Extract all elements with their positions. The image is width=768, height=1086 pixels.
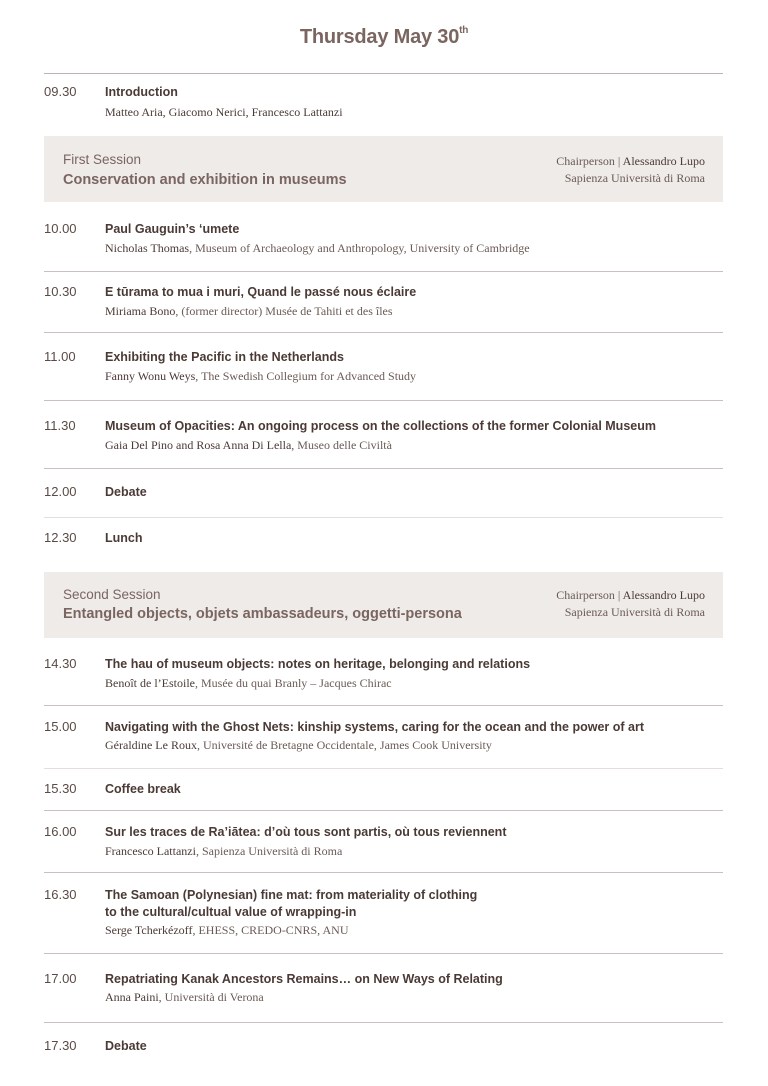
entry-speakers: Miriama Bono, (former director) Musée de Tahiti et des îles — [105, 304, 393, 318]
entry-title: Paul Gauguin’s ‘umete — [105, 222, 240, 236]
divider — [44, 332, 723, 333]
session-chair: Chairperson | Alessandro Lupo Sapienza Università di Roma — [556, 588, 705, 619]
entry-title: Debate — [105, 485, 147, 499]
entry-time: 11.30 — [44, 418, 76, 433]
entry-title: Museum of Opacities: An ongoing process on the collections of the former Colonial Museum — [105, 419, 656, 433]
entry-time: 09.30 — [44, 84, 77, 99]
divider — [44, 1022, 723, 1023]
session-banner-second — [44, 572, 723, 638]
entry-time: 17.30 — [44, 1038, 77, 1053]
divider — [44, 953, 723, 954]
entry-time: 16.30 — [44, 887, 77, 902]
entry-title: Introduction — [105, 85, 178, 99]
divider — [44, 705, 723, 706]
entry-title: Repatriating Kanak Ancestors Remains… on New Ways of Relating — [105, 972, 503, 986]
entry-time: 12.30 — [44, 530, 77, 545]
divider — [44, 517, 723, 518]
divider — [44, 271, 723, 272]
entry-speakers: Serge Tcherkézoff, EHESS, CREDO-CNRS, ANU — [105, 923, 349, 937]
entry-speakers: Géraldine Le Roux, Université de Bretagne Occidentale, James Cook University — [105, 738, 492, 752]
divider — [44, 400, 723, 401]
entry-speakers: Fanny Wonu Weys, The Swedish Collegium for Advanced Study — [105, 369, 417, 383]
entry-time: 10.30 — [44, 284, 77, 299]
entry-time: 16.00 — [44, 824, 77, 839]
entry-time: 12.00 — [44, 484, 77, 499]
session-label: First Session — [63, 152, 142, 167]
entry-speakers: Francesco Lattanzi, Sapienza Università di Roma — [105, 844, 343, 858]
divider — [44, 810, 723, 811]
entry-time: 17.00 — [44, 971, 77, 986]
entry-time: 10.00 — [44, 221, 77, 236]
entry-speakers: Matteo Aria, Giacomo Nerici, Francesco Lattanzi — [105, 105, 343, 119]
entry-title: E tūrama to mua i muri, Quand le passé nous éclaire — [105, 285, 417, 299]
entry-speakers: Nicholas Thomas, Museum of Archaeology and Anthropology, University of Cambridge — [105, 241, 530, 255]
entry-title: Navigating with the Ghost Nets: kinship systems, caring for the ocean and the power of art — [105, 720, 644, 734]
session-label: Second Session — [63, 587, 161, 602]
entry-speakers: Gaia Del Pino and Rosa Anna Di Lella, Museo delle Civiltà — [105, 438, 392, 452]
entry-title: Exhibiting the Pacific in the Netherlands — [105, 350, 344, 364]
entry-title: The Samoan (Polynesian) fine mat: from materiality of clothing to the cultural/cultual value of wrapping-in — [105, 888, 478, 919]
entry-title: Sur les traces de Ra’iātea: d’où tous sont partis, où tous reviennent — [105, 825, 507, 839]
entry-time: 15.30 — [44, 781, 77, 796]
entry-title: Lunch — [105, 531, 143, 545]
divider — [44, 73, 723, 74]
entry-title: The hau of museum objects: notes on heritage, belonging and relations — [105, 657, 531, 671]
entry-speakers: Anna Paini, Università di Verona — [105, 990, 264, 1004]
entry-speakers: Benoît de l’Estoile, Musée du quai Branly – Jacques Chirac — [105, 676, 392, 690]
entry-time: 11.00 — [44, 349, 76, 364]
divider — [44, 468, 723, 469]
entry-title: Coffee break — [105, 782, 181, 796]
session-title: Conservation and exhibition in museums — [63, 172, 347, 188]
entry-title: Debate — [105, 1039, 147, 1053]
title-superscript: th — [459, 25, 469, 37]
session-banner-first — [44, 136, 723, 202]
page-title: Thursday May 30th — [299, 25, 469, 48]
session-chair: Chairperson | Alessandro Lupo Sapienza Università di Roma — [556, 154, 705, 185]
divider — [44, 768, 723, 769]
entry-time: 14.30 — [44, 656, 77, 671]
session-title: Entangled objects, objets ambassadeurs, oggetti-persona — [63, 606, 462, 622]
entry-time: 15.00 — [44, 719, 77, 734]
divider — [44, 872, 723, 873]
